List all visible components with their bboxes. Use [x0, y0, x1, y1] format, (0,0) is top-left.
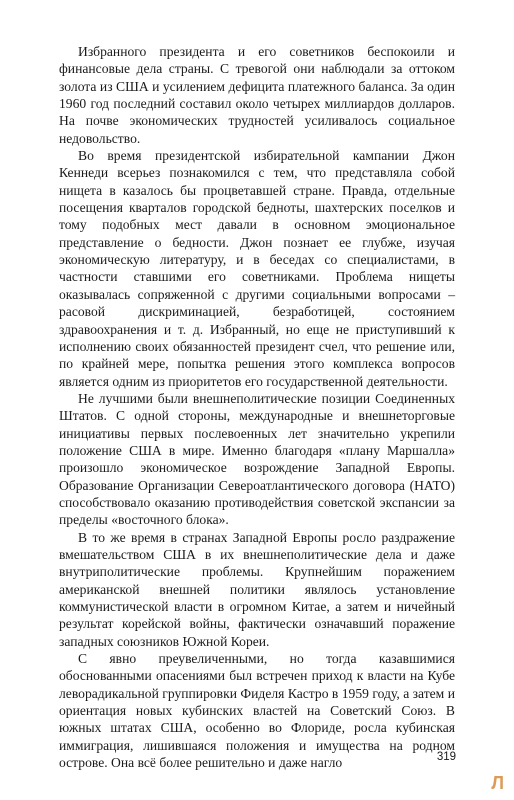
- paragraph-2: Во время президентской избирательной кампании Джон Кеннеди всерьез познакомился с тем, что представляла собой нищета в казалось бы процветавшей стране. Правда, отдельные посещения кварталов городской бедноты, шахтерских поселков и тому подобных мест давали в основном эмоциональное представление о бедности. Джон познает ее глубже, изучая экономическую литературу, и в беседах со специалистами, в частности ставшими его советниками. Проблема нищеты оказывалась сопряженной с другими социальными вопросами – расовой дискриминацией, безработицей, состоянием здравоохранения и т. д. Избранный, но еще не приступивший к исполнению своих обязанностей президент счел, что решение или, по крайней мере, попытка решения этого комплекса вопросов является одним из приоритетов его государственной деятельности.: [59, 148, 455, 389]
- paragraph-1: Избранного президента и его советников беспокоили и финансовые дела страны. С тревогой они наблюдали за оттоком золота из США и усилением дефицита платежного баланса. За один 1960 год последний составил около четырех миллиардов долларов. На почве экономических трудностей усиливалось социальное недовольство.: [59, 44, 455, 146]
- watermark-text: Л: [491, 773, 504, 793]
- paragraph-3: Не лучшими были внешнеполитические позиции Соединенных Штатов. С одной стороны, международные и внешнеторговые инициативы первых послевоенных лет значительно укрепили положение США в мире. Именно благодаря «плану Маршалла» произошло экономическое возрождение Западной Европы. Образование Организации Североатлантического договора (НАТО) способствовало оказанию противодействия советской экспансии за пределы «восточного блока».: [59, 390, 455, 528]
- body-text: [59, 43, 455, 771]
- paragraph-5: С явно преувеличенными, но тогда казавшимися обоснованными опасениями был встречен приход к власти на Кубе леворадикальной группировки Фиделя Кастро в 1959 году, а затем и ориентация новых кубинских властей на Советский Союз. В южных штатах США, особенно во Флориде, росла кубинская иммиграция, лишившаяся положения и имущества на родном острове. Она всё более решительно и даже нагло: [59, 651, 455, 771]
- paragraph-4: В то же время в странах Западной Европы росло раздражение вмешательством США в их внешнеполитические дела и даже внутриполитические проблемы. Крупнейшим поражением американской внешней политики являлось установление коммунистической власти в огромном Китае, а затем и ничейный результат корейской войны, фактически означавший поражение западных союзников Южной Кореи.: [59, 529, 455, 649]
- watermark-logo: [364, 767, 514, 800]
- page-number: 319: [436, 751, 456, 763]
